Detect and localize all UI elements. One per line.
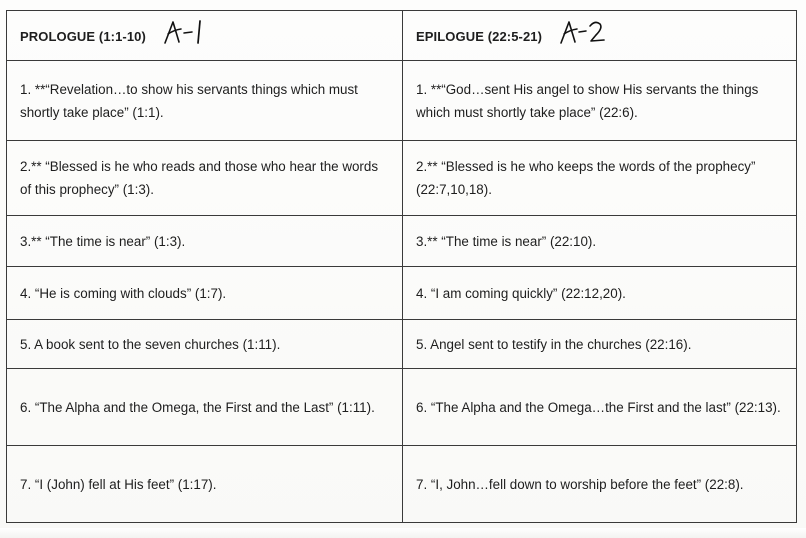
handwritten-annotation-a2 (558, 17, 608, 47)
prologue-header-label: PROLOGUE (1:1-10) (20, 29, 146, 44)
epilogue-header-label: EPILOGUE (22:5-21) (416, 29, 543, 44)
table-row (7, 446, 797, 523)
epilogue-cell: 7. “I, John…fell down to worship before the feet” (22:8). (403, 446, 797, 523)
prologue-cell: 2.** “Blessed is he who reads and those who hear the words of this prophecy” (1:3). (7, 141, 403, 216)
table-row (7, 216, 797, 267)
prologue-cell: 5. A book sent to the seven churches (1:11). (7, 320, 403, 369)
epilogue-cell: 1. **“God…sent His angel to show His servants the things which must shortly take place” (22:6). (403, 61, 797, 141)
table-row (7, 320, 797, 369)
prologue-cell: 1. **“Revelation…to show his servants things which must shortly take place” (1:1). (7, 61, 403, 141)
scan-bottom-edge (0, 528, 806, 538)
prologue-cell: 4. “He is coming with clouds” (1:7). (7, 267, 403, 320)
epilogue-cell: 2.** “Blessed is he who keeps the words of the prophecy” (22:7,10,18). (403, 141, 797, 216)
prologue-cell: 3.** “The time is near” (1:3). (7, 216, 403, 267)
table-header-row (7, 11, 797, 61)
epilogue-header-cell (403, 11, 797, 61)
prologue-epilogue-comparison-table (6, 10, 797, 523)
prologue-header-cell (7, 11, 403, 61)
table-row (7, 267, 797, 320)
table-row (7, 141, 797, 216)
handwritten-annotation-a1 (162, 17, 212, 47)
prologue-cell: 6. “The Alpha and the Omega, the First and the Last” (1:11). (7, 369, 403, 446)
table-row (7, 369, 797, 446)
epilogue-cell: 3.** “The time is near” (22:10). (403, 216, 797, 267)
epilogue-cell: 4. “I am coming quickly” (22:12,20). (403, 267, 797, 320)
table-row (7, 61, 797, 141)
prologue-cell: 7. “I (John) fell at His feet” (1:17). (7, 446, 403, 523)
epilogue-cell: 5. Angel sent to testify in the churches (22:16). (403, 320, 797, 369)
epilogue-cell: 6. “The Alpha and the Omega…the First and the last” (22:13). (403, 369, 797, 446)
